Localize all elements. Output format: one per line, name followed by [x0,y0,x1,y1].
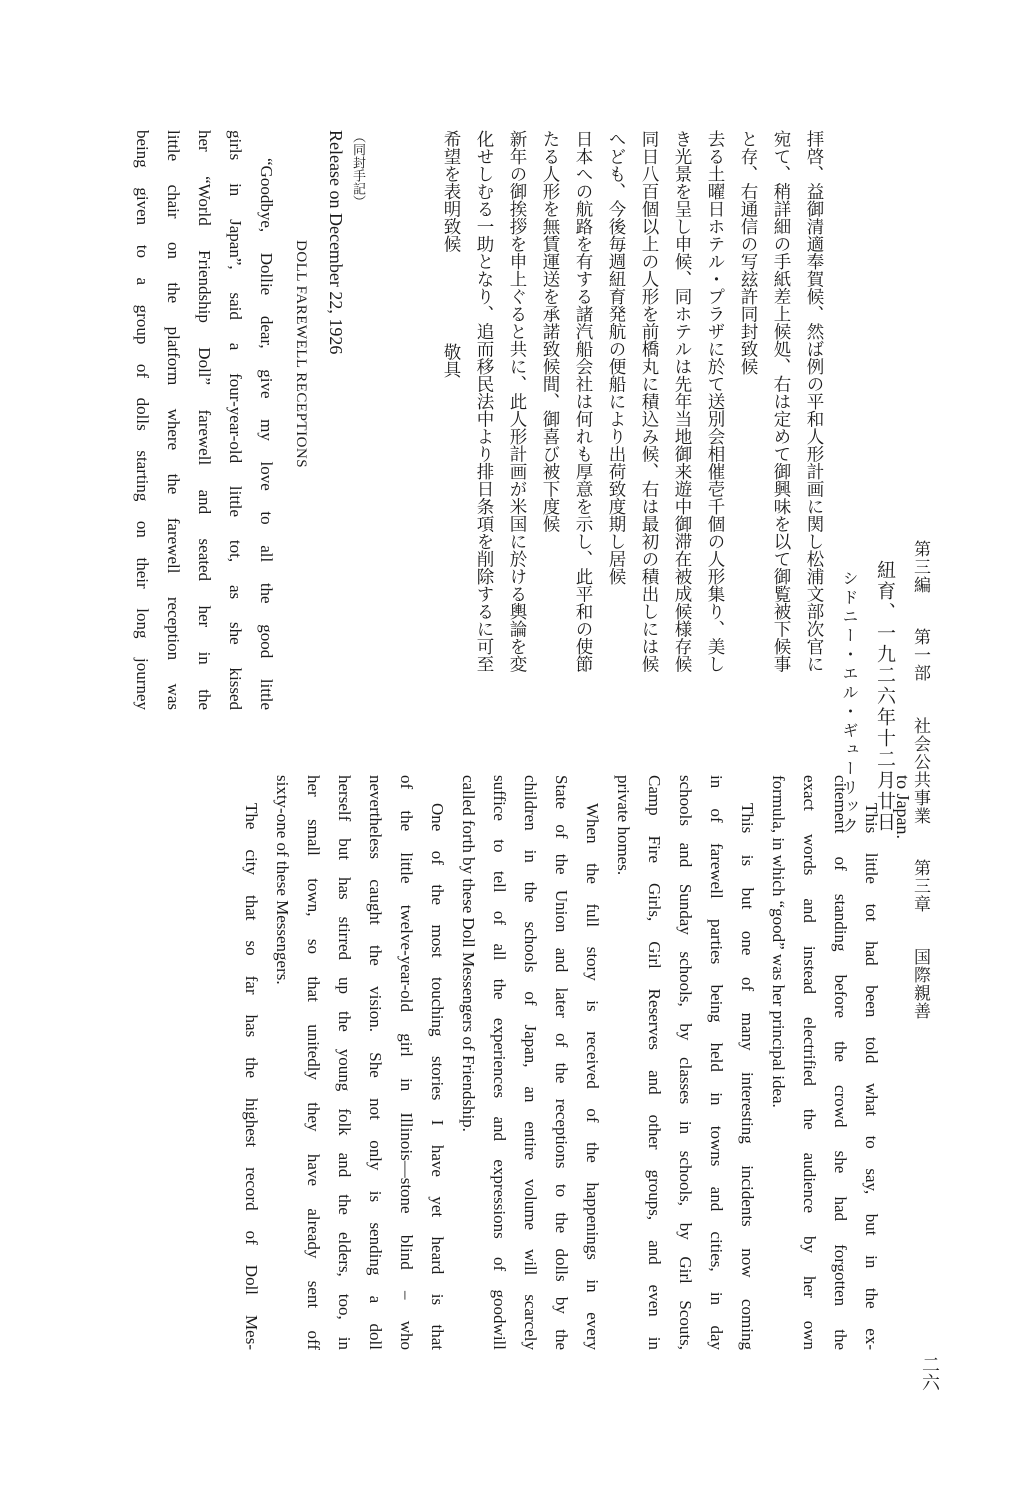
text-line: citement of standing before the crowd she had forgotten the [831,775,850,1350]
text-line: girls in Japan”, said a four-year-old little tot, as she kissed [226,130,245,710]
text-line: called forth by these Doll Messengers of Friendship. [459,775,478,1132]
letter-line: 日本への航路を有する諸汽船会社は何れも厚意を示し、此平和の使節 [573,130,593,673]
text-line: schools and Sunday schools, by classes in schools, by Girl Scouts, [676,775,695,1350]
letter-line: へども、今後毎週紐育発航の便船により出荷致度期し居候 [606,130,626,585]
text-line: little chair on the platform where the farewell reception was [164,130,183,710]
letter-line: 希望を表明致候 [441,130,461,253]
section-heading: DOLL FAREWELL RECEPTIONS [293,240,309,469]
text-line: suffice to tell of all the experiences and expressions of goodwill [490,775,509,1350]
letter-closing: 敬具 [441,342,461,378]
text-line: This is but one of many interesting incidents now coming [738,803,757,1350]
text-line: in of farewell parties being held in towns and cities, in day [707,775,726,1350]
text-line: her “World Friendship Doll” farewell and seated her in the [195,130,214,710]
text-line: exact words and instead electrified the audience by her own [800,775,819,1350]
letter-line: 同日八百個以上の人形を前橋丸に積込み候、右は最初の積出しには候 [639,130,659,673]
text-line: Camp Fire Girls, Girl Reserves and other groups, and even in [645,775,664,1350]
text-line: State of the Union and later of the receptions to the dolls by the [552,775,571,1350]
text-line: of the little twelve-year-old girl in Illinois—stone blind – who [397,775,416,1350]
letter-line: たる人形を無賃運送を承諾致候間、御喜び被下度候 [540,130,560,533]
text-line: herself but has stirred up the young folk and the elders, too, in [335,775,354,1350]
text-line: sixty-one of these Messengers. [273,775,292,985]
letter-line: 宛て、稍詳細の手紙差上候処、右は定めて御興味を以て御覧被下候事 [771,130,791,673]
letter-body [370,130,830,750]
text-line: her small town, so that unitedly they have already sent off [304,775,323,1350]
english-column-1 [127,130,346,710]
enclosure-note: （同封手記） [350,130,365,208]
text-line: One of the most touching stories I have yet heard is that [428,803,447,1350]
text-line: This little tot had been told what to say, but in the ex- [862,803,881,1350]
letter-line: 拝啓、益御清適奉賀候、然ば例の平和人形計画に関し松浦文部次官に [804,130,824,673]
letter-date: 紐育、一九二六年十二月廿日 [874,560,896,833]
text-line: “Goodbye, Dollie dear, give my love to all the good little [257,158,276,710]
letter-line: き光景を呈し申候、同ホテルは先年当地御来遊中御滞在被成候様存候 [672,130,692,673]
text-line: private homes. [614,775,633,876]
text-line: nevertheless caught the vision. She not only is sending a doll [366,775,385,1350]
letter-line: 去る土曜日ホテル・プラザに於て送別会相催壱千個の人形集り、美し [705,130,725,673]
text-line: formula, in which “good” was her principal idea. [769,775,788,1108]
letter-line: 新年の御挨拶を申上ぐると共に、此人形計画が米国に於ける輿論を変 [507,130,527,673]
header-title: 社会公共事業 [910,716,930,825]
header-chapter: 第三章 [910,859,930,914]
text-line: children in the schools of Japan, an entire volume will scarcely [521,775,540,1350]
letter-sender: シドニー・エル・ギューリック [840,570,859,836]
release-date: Release on December 22, 1926 [326,130,346,355]
english-column-2 [236,775,918,1350]
letter-line-last [434,130,467,750]
header-chapter-title: 国際親善 [910,947,930,1020]
letter-line: と存、右通信の写玆許同封致候 [738,130,758,375]
letter-line: 化せしむる一助となり、追而移民法中より排日条項を削除するに可至 [474,130,494,673]
header-section: 第一部 [910,628,930,683]
text-line: When the full story is received of the happenings in every [583,803,602,1350]
text-line: to Japan. [893,775,913,839]
text-line: being given to a group of dolls starting on their long journey [133,130,152,710]
page-number: 二六 [919,1355,940,1391]
header-part: 第三編 [910,540,930,594]
text-line: The city that so far has the highest record of Doll Mes- [242,803,261,1350]
